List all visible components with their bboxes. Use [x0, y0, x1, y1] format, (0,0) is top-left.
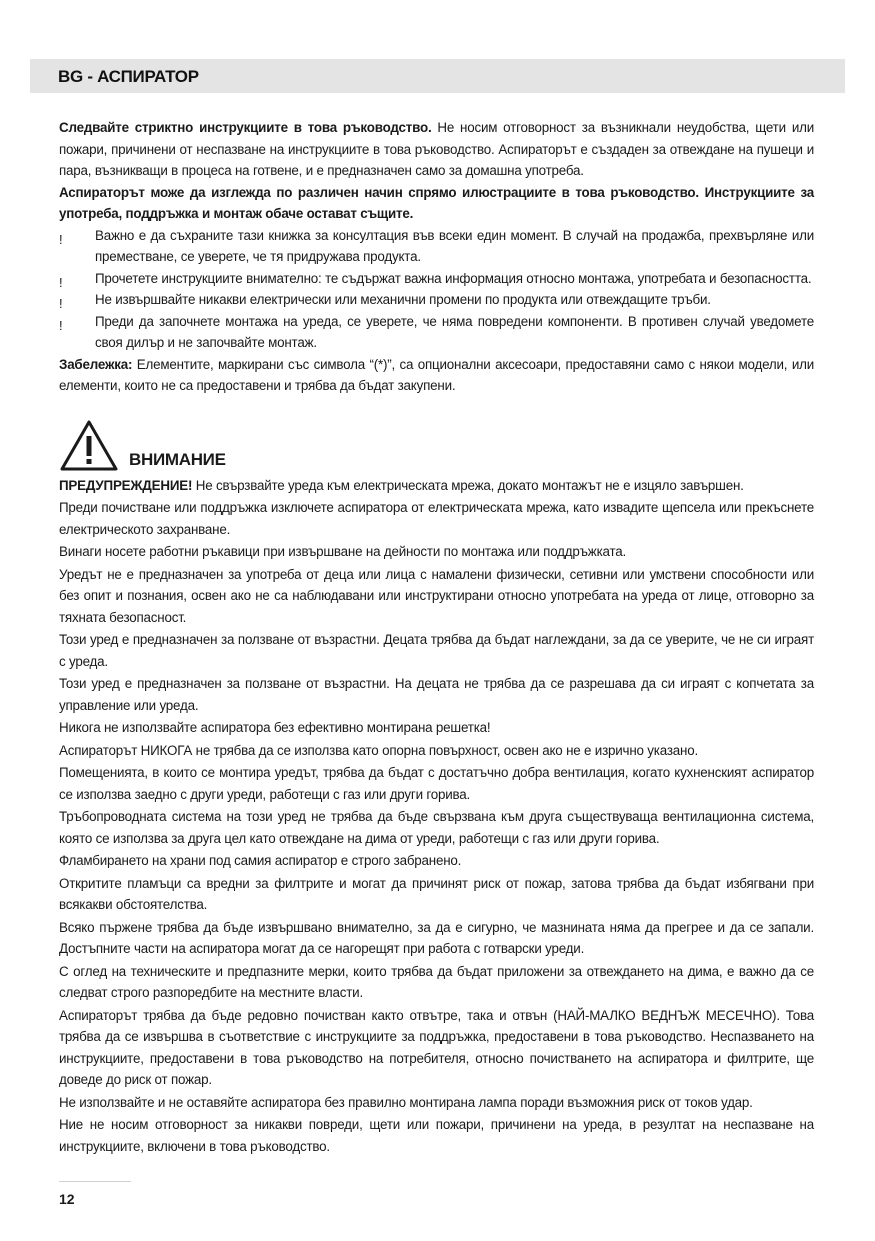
warning-heading [59, 419, 814, 475]
warning-paragraph: Никога не използвайте аспиратора без ефективно монтирана решетка! [59, 720, 491, 735]
important-list [59, 225, 814, 354]
warning-lead-bold: ПРЕДУПРЕЖДЕНИЕ! [59, 477, 193, 493]
list-item: ! Важно е да съхраните тази книжка за консултация във всеки един момент. В случай на продажба, прехвърляне или преместване, се уверете, че тя придружава продукта. [59, 227, 814, 264]
warning-paragraph: Уредът не е предназначен за употреба от деца или лица с намалени физически, сетивни или умствени способности или без опит и познания, освен ако не са наблюдавани или инструктирани относно употребата на уреда от лице, отговорно за тяхната безопасност. [59, 566, 814, 625]
exclamation-icon: ! [59, 296, 63, 311]
exclamation-icon: ! [59, 274, 63, 290]
warning-paragraph: Откритите пламъци са вредни за филтрите и могат да причинят риск от пожар, затова трябва да бъдат избягвани при всякакви обстоятелства. [59, 875, 814, 912]
exclamation-icon: ! [59, 231, 63, 247]
note-text: Елементите, маркирани със символа “(*)”, са опционални аксесоари, предоставяни само с някои модели, или елементи, които не са предоставени и трябва да бъдат закупени. [59, 356, 814, 393]
warning-paragraph: Фламбирането на храни под самия аспиратор е строго забранено. [59, 853, 462, 868]
warning-paragraph: С оглед на техническите и предпазните мерки, които трябва да бъдат приложени за отвеждането на дима, е важно да се следват строго разпоредбите на местните власти. [59, 963, 814, 1000]
warning-paragraph: Не използвайте и не оставяйте аспиратора без правилно монтирана лампа поради възможния риск от токов удар. [59, 1094, 753, 1110]
warning-triangle-icon [59, 419, 119, 473]
list-item: ! Не извършвайте никакви електрически или механични промени по продукта или отвеждащите тръби. [59, 289, 814, 311]
intro-text: Не носим отговорност за възникнали неудобства, щети или пожари, причинени от неспазване на инструкциите в това ръководство. Аспираторът е създаден за отвеждане на пушеци и пара, възникващи в процеса на готвене, и е предназначен само за домашна употреба. [59, 120, 814, 178]
warning-lead: ПРЕДУПРЕЖДЕНИЕ! Не свързвайте уреда към електрическата мрежа, докато монтажът не е изцяло завършен. [59, 477, 744, 493]
note-label: Забележка: [59, 356, 133, 372]
document-body [59, 117, 814, 1158]
warning-paragraph: Преди почистване или поддръжка изключете аспиратора от електрическата мрежа, като извадите щепсела или прекъснете електрическото захранване. [59, 500, 814, 537]
appearance-note: Аспираторът може да изглежда по различен начин спрямо илюстрациите в това ръководство. Инструкциите за употреба, поддръжка и монтаж обаче остават същите. [59, 184, 814, 221]
warning-paragraph: Ние не носим отговорност за никакви повреди, щети или пожари, причинени на уреда, в резултат на неспазване на инструкциите, включени в това ръководство. [59, 1117, 814, 1154]
list-item: ! Прочетете инструкциите внимателно: те съдържат важна информация относно монтажа, употребата и безопасността. [59, 268, 814, 290]
warning-paragraph: Този уред е предназначен за ползване от възрастни. На децата не трябва да се разрешава да си играят с копчетата за управление или уреда. [59, 676, 814, 713]
warning-paragraph: Винаги носете работни ръкавици при извършване на дейности по монтажа или поддръжката. [59, 544, 627, 559]
note-paragraph [59, 354, 814, 397]
warning-paragraph: Аспираторът НИКОГА не трябва да се използва като опорна повърхност, освен ако не е изрично указано. [59, 742, 698, 758]
warning-paragraph: Всяко пържене трябва да бъде извършвано внимателно, за да е сигурно, че мазнината няма да прегрее и да се запали. Достъпните части на аспиратора могат да се нагорещят при работа с готварски уреди. [59, 919, 814, 956]
warning-title: ВНИМАНИЕ [129, 449, 226, 469]
intro-paragraph [59, 117, 814, 182]
intro-bold-lead: Следвайте стриктно инструкциите в това ръководство. [59, 120, 432, 135]
section-header-bar [30, 59, 845, 93]
warning-list [59, 475, 814, 1158]
footer-divider [59, 1181, 131, 1182]
section-title: BG - АСПИРАТОР [58, 67, 199, 86]
warning-paragraph: Помещенията, в които се монтира уредът, трябва да бъдат с достатъчно добра вентилация, когато кухненският аспиратор се използва заедно с други уреди, работещи с газ или други горива. [59, 765, 814, 802]
page-number: 12 [59, 1191, 75, 1207]
warning-paragraph: Тръбопроводната система на този уред не трябва да бъде свързвана към друга съществуваща вентилационна система, която се използва за друга цел като отвеждане на дима от уреди, работещи с газ или други горива. [59, 809, 814, 846]
list-item: ! Преди да започнете монтажа на уреда, се уверете, че няма повредени компоненти. В противен случай уведомете своя дилър и не започвайте монтаж. [59, 313, 814, 350]
warning-paragraph: Аспираторът трябва да бъде редовно почистван както отвътре, така и отвън (НАЙ-МАЛКО ВЕДНЪЖ МЕСЕЧНО). Това трябва да се извършва в съответствие с инструкциите за поддръжка, предоставени в това ръководство. Неспазването на инструкциите, предоставени в това ръководство на потребителя, относно почистването на аспиратора и филтрите, ще доведе до риск от пожар. [59, 1007, 814, 1087]
warning-paragraph: Този уред е предназначен за ползване от възрастни. Децата трябва да бъдат наглеждани, за да се уверите, че не си играят с уреда. [59, 632, 814, 669]
exclamation-icon: ! [59, 317, 63, 333]
